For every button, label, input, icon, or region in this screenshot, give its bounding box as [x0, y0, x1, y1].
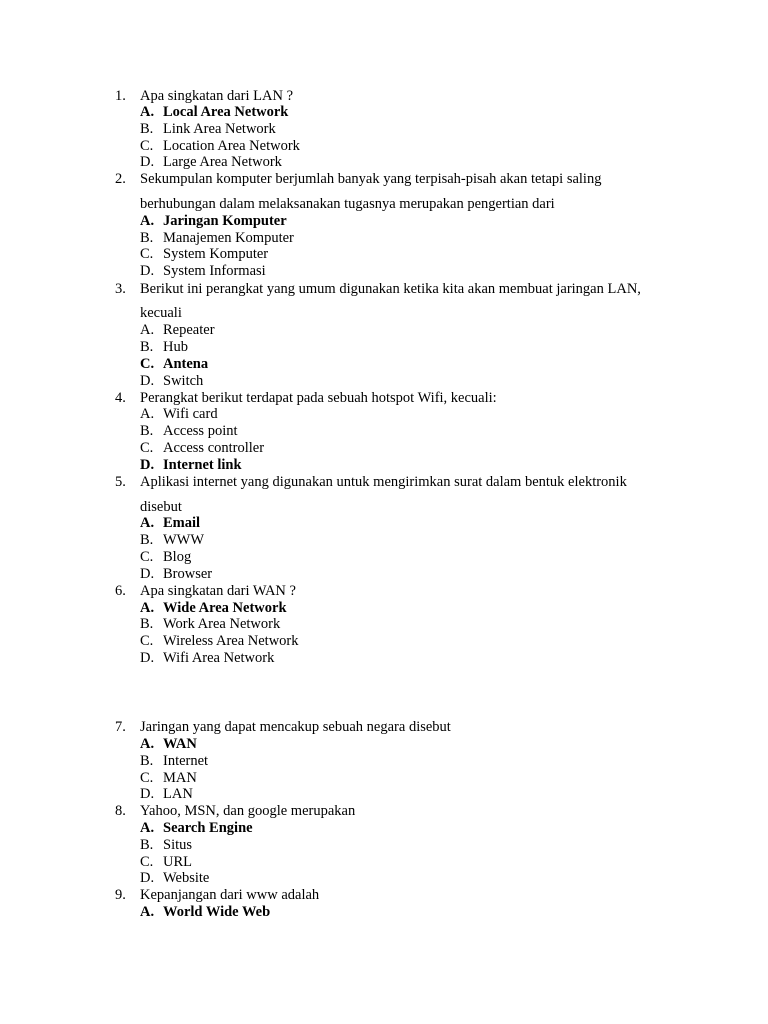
option-text: Work Area Network [163, 616, 281, 632]
option-a [140, 322, 215, 339]
option-c [140, 770, 197, 787]
option-letter: A. [140, 213, 155, 229]
option-letter: C. [140, 854, 154, 870]
option-text: Blog [163, 549, 192, 565]
option-d [140, 457, 242, 474]
option-a [140, 406, 218, 423]
option-letter: C. [140, 549, 154, 565]
option-letter: B. [140, 532, 154, 548]
option-d [140, 263, 266, 280]
option-text: Wide Area Network [163, 600, 287, 616]
option-a [140, 213, 287, 230]
question-number: 5. [115, 474, 126, 490]
option-c [140, 440, 264, 457]
option-b [140, 837, 192, 854]
option-d [140, 566, 212, 583]
option-text: Wifi Area Network [163, 650, 275, 666]
option-b [140, 230, 294, 247]
option-b [140, 121, 276, 138]
option-text: Search Engine [163, 820, 253, 836]
question-number: 3. [115, 281, 126, 297]
option-c [140, 246, 268, 263]
option-letter: A. [140, 600, 155, 616]
option-b [140, 753, 208, 770]
option-text: Location Area Network [163, 138, 300, 154]
option-text: Access point [163, 423, 238, 439]
option-b [140, 616, 280, 633]
option-text: Internet link [163, 457, 242, 473]
option-text: Hub [163, 339, 188, 355]
option-a [140, 600, 287, 617]
option-text: Local Area Network [163, 104, 289, 120]
option-letter: D. [140, 263, 155, 279]
question-number: 4. [115, 390, 126, 406]
option-text: WWW [163, 532, 205, 548]
option-text: Email [163, 515, 201, 531]
option-c [140, 633, 299, 650]
question-text: Apa singkatan dari LAN ? [140, 88, 294, 104]
question-text-continued: kecuali [140, 305, 182, 321]
option-b [140, 532, 204, 549]
question-text: Berikut ini perangkat yang umum digunakan ketika kita akan membuat jaringan LAN, [140, 281, 641, 297]
question-text: Yahoo, MSN, dan google merupakan [140, 803, 356, 819]
option-letter: C. [140, 356, 155, 372]
option-text: Jaringan Komputer [163, 213, 287, 229]
option-letter: D. [140, 154, 155, 170]
option-d [140, 373, 203, 390]
option-text: Link Area Network [163, 121, 276, 137]
option-letter: C. [140, 770, 154, 786]
option-letter: A. [140, 104, 155, 120]
option-letter: B. [140, 616, 154, 632]
option-a [140, 736, 197, 753]
question-text: Jaringan yang dapat mencakup sebuah negara disebut [140, 719, 451, 735]
option-d [140, 870, 209, 887]
option-letter: C. [140, 246, 154, 262]
option-text: Antena [163, 356, 209, 372]
option-letter: C. [140, 440, 154, 456]
option-text: Browser [163, 566, 213, 582]
question-text: Sekumpulan komputer berjumlah banyak yang terpisah-pisah akan tetapi saling [140, 171, 602, 187]
option-letter: A. [140, 820, 155, 836]
option-c [140, 138, 300, 155]
question-text: Aplikasi internet yang digunakan untuk mengirimkan surat dalam bentuk elektronik [140, 474, 627, 490]
option-letter: B. [140, 423, 154, 439]
option-letter: B. [140, 230, 154, 246]
option-letter: A. [140, 322, 155, 338]
question-text-continued: berhubungan dalam melaksanakan tugasnya merupakan pengertian dari [140, 196, 555, 212]
option-a [140, 515, 200, 532]
option-text: Wifi card [163, 406, 218, 422]
option-letter: D. [140, 457, 155, 473]
option-text: LAN [163, 786, 193, 802]
option-b [140, 423, 238, 440]
option-text: Manajemen Komputer [163, 230, 294, 246]
question-text: Perangkat berikut terdapat pada sebuah hotspot Wifi, kecuali: [140, 390, 497, 406]
question-number: 6. [115, 583, 126, 599]
option-b [140, 339, 188, 356]
question-number: 9. [115, 887, 126, 903]
option-letter: A. [140, 515, 155, 531]
option-letter: D. [140, 650, 155, 666]
question-number: 8. [115, 803, 126, 819]
question-text: Apa singkatan dari WAN ? [140, 583, 296, 599]
option-letter: C. [140, 138, 154, 154]
option-text: World Wide Web [163, 904, 271, 920]
option-letter: C. [140, 633, 154, 649]
option-text: Access controller [163, 440, 265, 456]
option-text: Website [163, 870, 210, 886]
option-text: System Informasi [163, 263, 266, 279]
option-letter: B. [140, 339, 154, 355]
option-a [140, 820, 253, 837]
question-text: Kepanjangan dari www adalah [140, 887, 320, 903]
option-c [140, 549, 191, 566]
option-text: WAN [163, 736, 197, 752]
option-c [140, 854, 192, 871]
option-letter: D. [140, 786, 155, 802]
option-text: Switch [163, 373, 204, 389]
option-text: Situs [163, 837, 193, 853]
option-text: URL [163, 854, 192, 870]
option-text: MAN [163, 770, 197, 786]
option-letter: A. [140, 736, 155, 752]
option-a [140, 104, 288, 121]
option-a [140, 904, 270, 921]
option-letter: D. [140, 373, 155, 389]
option-letter: A. [140, 406, 155, 422]
option-letter: B. [140, 121, 154, 137]
question-number: 1. [115, 88, 126, 104]
option-d [140, 786, 193, 803]
option-text: Large Area Network [163, 154, 282, 170]
option-letter: A. [140, 904, 155, 920]
option-letter: B. [140, 753, 154, 769]
question-number: 2. [115, 171, 126, 187]
question-number: 7. [115, 719, 126, 735]
option-text: System Komputer [163, 246, 269, 262]
option-d [140, 154, 282, 171]
option-letter: D. [140, 566, 155, 582]
option-text: Wireless Area Network [163, 633, 299, 649]
option-c [140, 356, 208, 373]
option-text: Internet [163, 753, 209, 769]
option-letter: B. [140, 837, 154, 853]
question-text-continued: disebut [140, 499, 182, 515]
option-d [140, 650, 274, 667]
option-letter: D. [140, 870, 155, 886]
option-text: Repeater [163, 322, 215, 338]
